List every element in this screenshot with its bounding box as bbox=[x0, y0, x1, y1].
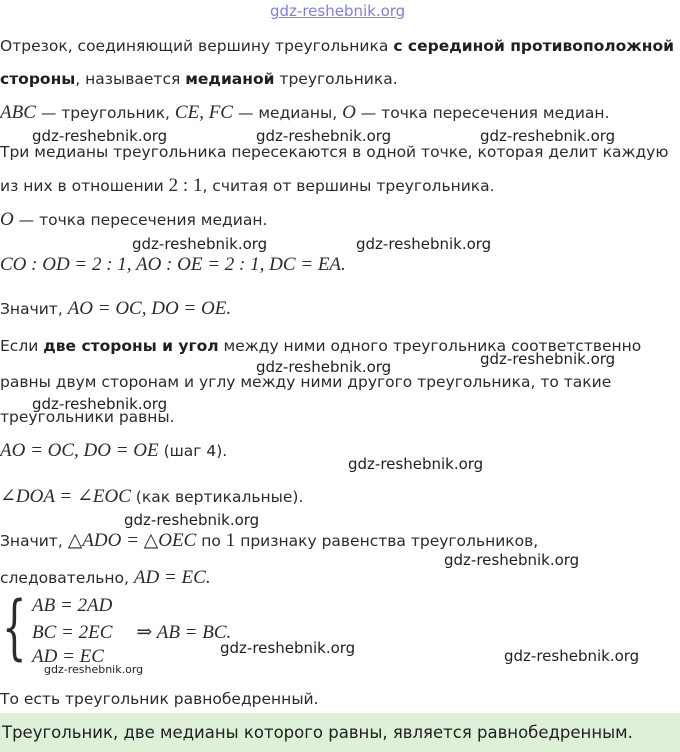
system-brace: { bbox=[2, 586, 27, 668]
watermark: gdz-reshebnik.org bbox=[356, 235, 492, 253]
watermark: gdz-reshebnik.org bbox=[220, 639, 356, 657]
definition-line-1: Отрезок, соединяющий вершину треугольника с серединой противоположной bbox=[0, 37, 674, 55]
given-line: ABC — треугольник, CE, FC — медианы, O — точка пересечения медиан. bbox=[0, 102, 610, 123]
conclusion-banner bbox=[0, 713, 680, 752]
watermark: gdz-reshebnik.org bbox=[256, 358, 392, 376]
watermark: gdz-reshebnik.org bbox=[132, 235, 268, 253]
sas-rule-line-2: равны двум сторонам и углу между ними другого треугольника, то такие bbox=[0, 373, 612, 391]
watermark: gdz-reshebnik.org bbox=[44, 663, 144, 676]
step-4-equation: AO = OC, DO = OE (шаг 4). bbox=[0, 440, 228, 461]
sas-rule-line-1: Если две стороны и угол между ними одного треугольника соответственно bbox=[0, 337, 642, 355]
watermark: gdz-reshebnik.org bbox=[32, 127, 168, 145]
congruence-line-2: следовательно, AD = EC. bbox=[0, 567, 211, 588]
vertical-angles-line: ∠DOA = ∠EOC (как вертикальные). bbox=[0, 486, 304, 507]
conclusion-text: Треугольник, две медианы которого равны, является равнобедренным. bbox=[2, 723, 633, 742]
watermark: gdz-reshebnik.org bbox=[256, 127, 392, 145]
sas-rule-line-3: треугольники равны. bbox=[0, 408, 175, 426]
equal-segments-line: Значит, AO = OC, DO = OE. bbox=[0, 298, 232, 319]
result-line: То есть треугольник равнобедренный. bbox=[0, 690, 319, 708]
watermark: gdz-reshebnik.org bbox=[480, 350, 616, 368]
definition-line-2: стороны, называется медианой треугольника. bbox=[0, 70, 398, 88]
congruence-line-1: Значит, △ADO = △OEC по 1 признаку равенства треугольников, bbox=[0, 530, 539, 551]
watermark: gdz-reshebnik.org bbox=[444, 551, 580, 569]
theorem-line-1: Три медианы треугольника пересекаются в одной точке, которая делит каждую bbox=[0, 143, 669, 161]
theorem-line-2: из них в отношении 2 : 1, считая от вершины треугольника. bbox=[0, 175, 495, 196]
watermark: gdz-reshebnik.org bbox=[504, 647, 640, 665]
watermark: gdz-reshebnik.org bbox=[124, 511, 260, 529]
system-row-1: AB = 2AD bbox=[32, 595, 113, 616]
system-row-2: BC = 2EC ⇒ AB = BC. bbox=[32, 622, 232, 643]
watermark-top-link[interactable]: gdz-reshebnik.org bbox=[270, 2, 406, 20]
watermark: gdz-reshebnik.org bbox=[348, 455, 484, 473]
ratio-equation: CO : OD = 2 : 1, AO : OE = 2 : 1, DC = EA. bbox=[0, 254, 346, 275]
intersection-line: O — точка пересечения медиан. bbox=[0, 209, 268, 230]
watermark: gdz-reshebnik.org bbox=[480, 127, 616, 145]
watermark: gdz-reshebnik.org bbox=[32, 395, 168, 413]
system-row-3: AD = EC bbox=[32, 646, 104, 667]
